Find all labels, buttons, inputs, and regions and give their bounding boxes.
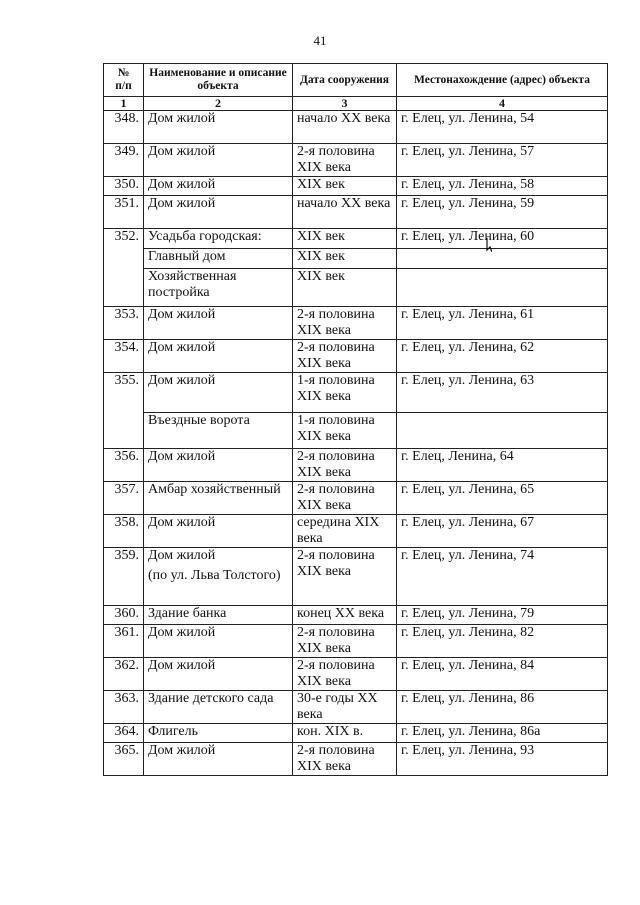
- object-name: Дом жилой: [144, 111, 293, 144]
- table-row: [104, 548, 608, 606]
- object-name: Дом жилой: [144, 743, 293, 776]
- object-address: г. Елец, ул. Ленина, 59: [397, 196, 608, 229]
- table-row: [104, 625, 608, 658]
- object-name: Дом жилой: [148, 548, 216, 563]
- table-row: [104, 111, 608, 144]
- object-name: Дом жилой: [144, 515, 293, 548]
- object-address: [397, 413, 608, 449]
- table-row: [104, 606, 608, 625]
- object-name: Дом жилой: [144, 144, 293, 177]
- construction-date: конец XX века: [293, 606, 397, 625]
- heritage-objects-table: [103, 63, 608, 776]
- object-address: г. Елец, ул. Ленина, 79: [397, 606, 608, 625]
- construction-date: 2-я половина XIX века: [293, 482, 397, 515]
- table-row: [104, 373, 608, 413]
- construction-date: 2-я половина XIX века: [293, 340, 397, 373]
- object-name: Главный дом: [144, 249, 293, 269]
- construction-date: XIX век: [293, 269, 397, 307]
- object-address: [397, 269, 608, 307]
- object-address: г. Елец, ул. Ленина, 65: [397, 482, 608, 515]
- row-number: 365.: [104, 743, 144, 776]
- object-address: г. Елец, ул. Ленина, 61: [397, 307, 608, 340]
- object-address: г. Елец, ул. Ленина, 54: [397, 111, 608, 144]
- object-name: Дом жилой: [144, 196, 293, 229]
- column-index-2: 2: [144, 97, 293, 111]
- construction-date: XIX век: [293, 249, 397, 269]
- table-row: [104, 482, 608, 515]
- object-address: г. Елец, ул. Ленина, 60: [397, 229, 608, 249]
- table-row: [104, 144, 608, 177]
- column-index-row: [104, 97, 608, 111]
- construction-date: 2-я половина XIX века: [293, 548, 397, 606]
- row-number: 350.: [104, 177, 144, 196]
- object-address: г. Елец, ул. Ленина, 58: [397, 177, 608, 196]
- object-address: г. Елец, ул. Ленина, 93: [397, 743, 608, 776]
- header-address: Местонахождение (адрес) объекта: [397, 64, 608, 97]
- column-index-3: 3: [293, 97, 397, 111]
- table-row: [104, 196, 608, 229]
- object-address: г. Елец, ул. Ленина, 86а: [397, 724, 608, 743]
- header-num: № п/п: [104, 64, 144, 97]
- construction-date: 30-е годы XX века: [293, 691, 397, 724]
- table-row: [104, 724, 608, 743]
- table-row: [104, 340, 608, 373]
- cursor-mark-icon: [486, 238, 492, 252]
- object-address: г. Елец, Ленина, 64: [397, 449, 608, 482]
- table-row: [104, 449, 608, 482]
- construction-date: XIX век: [293, 177, 397, 196]
- object-name: Дом жилой: [144, 307, 293, 340]
- construction-date: 2-я половина XIX века: [293, 743, 397, 776]
- construction-date: 2-я половина XIX века: [293, 144, 397, 177]
- row-number: 349.: [104, 144, 144, 177]
- row-number: 359.: [104, 548, 144, 606]
- table-row: [104, 249, 608, 269]
- object-address: г. Елец, ул. Ленина, 74: [397, 548, 608, 606]
- header-name: Наименование и описание объекта: [144, 64, 293, 97]
- row-number: 356.: [104, 449, 144, 482]
- construction-date: начало XX века: [293, 111, 397, 144]
- table-row: [104, 658, 608, 691]
- object-address: г. Елец, ул. Ленина, 62: [397, 340, 608, 373]
- column-index-1: 1: [104, 97, 144, 111]
- object-name: Хозяйственная постройка: [144, 269, 293, 307]
- construction-date: начало XX века: [293, 196, 397, 229]
- object-address: г. Елец, ул. Ленина, 82: [397, 625, 608, 658]
- object-name: Дом жилой: [144, 177, 293, 196]
- row-number: 361.: [104, 625, 144, 658]
- table-row: [104, 515, 608, 548]
- row-number: 348.: [104, 111, 144, 144]
- object-name: Дом жилой: [144, 340, 293, 373]
- object-name: Здание детского сада: [144, 691, 293, 724]
- object-name: Дом жилой: [144, 658, 293, 691]
- object-name-cell: [144, 548, 293, 606]
- column-index-4: 4: [397, 97, 608, 111]
- object-address: [397, 249, 608, 269]
- object-name-note: (по ул. Льва Толстого): [148, 568, 281, 583]
- table-row: [104, 229, 608, 249]
- object-address: г. Елец, ул. Ленина, 86: [397, 691, 608, 724]
- construction-date: 1-я половина XIX века: [293, 373, 397, 413]
- object-name: Дом жилой: [144, 373, 293, 413]
- row-number: 358.: [104, 515, 144, 548]
- row-number: 357.: [104, 482, 144, 515]
- row-number: 353.: [104, 307, 144, 340]
- construction-date: 2-я половина XIX века: [293, 658, 397, 691]
- object-address: г. Елец, ул. Ленина, 84: [397, 658, 608, 691]
- table-row: [104, 743, 608, 776]
- construction-date: 2-я половина XIX века: [293, 307, 397, 340]
- table-row: [104, 177, 608, 196]
- construction-date: середина XIX века: [293, 515, 397, 548]
- page-number: 41: [313, 33, 327, 48]
- object-address: г. Елец, ул. Ленина, 57: [397, 144, 608, 177]
- construction-date: 2-я половина XIX века: [293, 625, 397, 658]
- object-name: Дом жилой: [144, 625, 293, 658]
- construction-date: кон. XIX в.: [293, 724, 397, 743]
- header-date: Дата сооружения: [293, 64, 397, 97]
- construction-date: 1-я половина XIX века: [293, 413, 397, 449]
- object-name: Флигель: [144, 724, 293, 743]
- row-number: 354.: [104, 340, 144, 373]
- object-address: г. Елец, ул. Ленина, 67: [397, 515, 608, 548]
- object-name: Въездные ворота: [144, 413, 293, 449]
- row-number: 355.: [104, 373, 144, 449]
- table-row: [104, 691, 608, 724]
- table-row: [104, 413, 608, 449]
- row-number: 351.: [104, 196, 144, 229]
- row-number: 362.: [104, 658, 144, 691]
- header-row: [104, 64, 608, 97]
- object-address: г. Елец, ул. Ленина, 63: [397, 373, 608, 413]
- construction-date: 2-я половина XIX века: [293, 449, 397, 482]
- object-name: Усадьба городская:: [144, 229, 293, 249]
- row-number: 352.: [104, 229, 144, 307]
- row-number: 363.: [104, 691, 144, 724]
- table-row: [104, 307, 608, 340]
- object-name: Здание банка: [144, 606, 293, 625]
- object-name: Дом жилой: [144, 449, 293, 482]
- table-row: [104, 269, 608, 307]
- row-number: 364.: [104, 724, 144, 743]
- object-name: Амбар хозяйственный: [144, 482, 293, 515]
- row-number: 360.: [104, 606, 144, 625]
- construction-date: XIX век: [293, 229, 397, 249]
